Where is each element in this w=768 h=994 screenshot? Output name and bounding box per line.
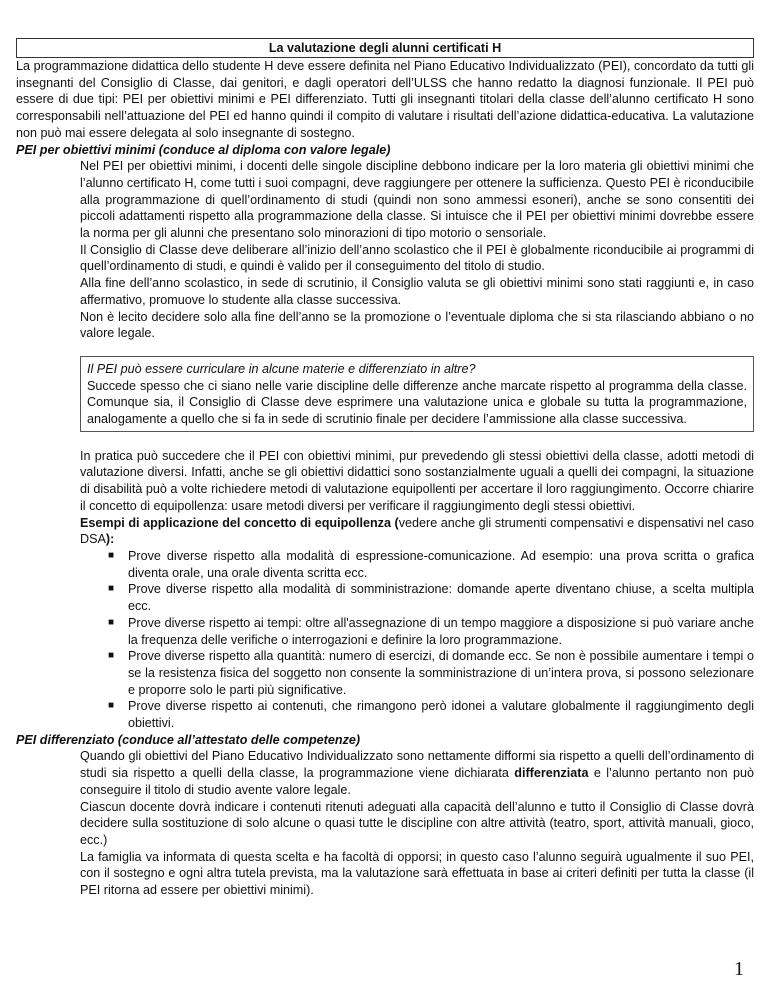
section-heading-minimi: PEI per obiettivi minimi (conduce al diploma con valore legale) [16,142,391,157]
list-item: ■ Prove diverse rispetto ai tempi: oltre all'assegnazione di un tempo maggiore a disposizione si può variare anche la frequenza delle verifiche o interrogazioni e definire la loro programmazione. [108,615,754,647]
diff-paragraph-3: La famiglia va informata di questa scelta e ha facoltà di opporsi; in questo caso l’alunno seguirà ugualmente il suo PEI, con il sostegno e ogni altra tutela prevista, ma la valutazione sarà effettuata in base ai criteri definiti per tutta la classe (il PEI ritorna ad essere per obiettivi minimi). [80,849,754,898]
bullet-square-icon: ■ [108,549,115,561]
page-number: 1 [734,958,744,980]
diff-paragraph-2: Ciascun docente dovrà indicare i contenuti ritenuti adeguati alla capacità dell’alunno e tutto il Consiglio di Classe dovrà decidere sulla sostituzione di solo alcune o quasi tutte le discipline con altre attività (teatro, sport, attività manuali, gioco, ecc.) [80,799,754,847]
minimi-paragraph-1: Nel PEI per obiettivi minimi, i docenti delle singole discipline debbono indicare per la loro materia gli obiettivi minimi che l’alunno certificato H, come tutti i suoi compagni, deve raggiungere per ottenere la sufficienza. Questo PEI è riconducibile alla programmazione di quell’ordinamento di studi (quindi non sono ammessi esoneri), anche se sono consentiti dei piccoli adattamenti rispetto alla programmazione della classe. Si intuisce che il PEI per obiettivi minimi dovrebbe essere la norma per gli alunni che presentano solo minorazioni di tipo motorio o sensoriale. [80,159,754,241]
examples-lead-bold: Esempi di applicazione del concetto di equipollenza ( [80,515,399,530]
list-item: ■ Prove diverse rispetto alla modalità di somministrazione: domande aperte diventano chiuse, a scelta multipla ecc. [108,582,754,614]
faq-question: Il PEI può essere curriculare in alcune materie e differenziato in altre? [87,361,476,376]
examples-lead [80,515,754,548]
examples-lead-normal: vedere anche gli strumenti compensativi e dispensativi nel caso DSA [80,515,754,547]
section-heading-differenziato: PEI differenziato (conduce all’attestato delle competenze) [16,732,361,747]
list-item: ■ Prove diverse rispetto ai contenuti, che rimangono però idonei a valutare globalmente il raggiungimento degli obiettivi. [108,699,754,731]
minimi-paragraph-4: Non è lecito decidere solo alla fine dell’anno se la promozione o l’eventuale diploma che si sta rilasciando abbiano o no valore legale. [80,309,754,341]
bullet-square-icon: ■ [108,650,115,662]
bullet-square-icon: ■ [108,583,115,595]
intro-paragraph: La programmazione didattica dello studente H deve essere definita nel Piano Educativo Individualizzato (PEI), concordato da tutti gli insegnanti del Consiglio di Classe, dai genitori, e dagli operatori dell’ULSS che hanno redatto la diagnosi funzionale. Il PEI può essere di due tipi: PEI per obiettivi minimi e PEI differenziato. Tutti gli insegnanti titolari della classe dell’alunno certificato H sono corresponsabili nell’attuazione del PEI ed hanno quindi il compito di valutare i risultati dell’azione didattica-educativa. La valutazione non può mai essere delegata al solo insegnante di sostegno. [16,59,754,140]
examples-list [108,548,754,732]
examples-lead-end: ): [105,532,115,547]
bullet-square-icon: ■ [108,616,115,628]
minimi-paragraph-3: Alla fine dell’anno scolastico, in sede di scrutinio, il Consiglio valuta se gli obiettivi minimi sono stati raggiunti e, in caso affermativo, promuove lo studente alla classe successiva. [80,276,754,307]
faq-answer: Succede spesso che ci siano nelle varie discipline delle differenze anche marcate rispetto al programma della classe. Comunque sia, il Consiglio di Classe deve esprimere una valutazione unica e globale su tutta la programmazione, analogamente a quello che si fa in sede di scrutinio finale per decidere l’ammissione alla classe successiva. [87,378,747,427]
diff-paragraph-1: Quando gli obiettivi del Piano Educativo Individualizzato sono nettamente difformi sia rispetto a quelli dell’ordinamento di studi sia rispetto a quelli della classe, la programmazione viene dichiarata differenziata e l’alunno pertanto non può conseguire il titolo di studio avente valore legale. [80,749,754,797]
practice-paragraph: In pratica può succedere che il PEI con obiettivi minimi, pur prevedendo gli stessi obiettivi della classe, adotti metodi di valutazione diversi. Infatti, anche se gli obiettivi didattici sono sostanzialmente uguali a quelli dei compagni, la situazione di disabilità può a volte richiedere metodi di valutazione equipollenti per accertare il loro raggiungimento. Occorre chiarire il concetto di equipollenza: usare metodi diversi per verificare il raggiungimento degli stessi obiettivi. [80,448,754,513]
document-page [16,38,754,899]
diff-bold-word: differenziata [514,766,589,781]
document-title: La valutazione degli alunni certificati H [16,38,754,58]
bullet-square-icon: ■ [108,700,115,712]
minimi-paragraph-2: Il Consiglio di Classe deve deliberare all’inizio dell’anno scolastico che il PEI è globalmente riconducibile ai programmi di quell’ordinamento di studi, e quindi è valido per il conseguimento del titolo di studio. [80,242,754,274]
faq-box [80,356,754,432]
list-item: ■ Prove diverse rispetto alla modalità di espressione-comunicazione. Ad esempio: una prova scritta o grafica diventa orale, una orale diventa scritta ecc. [108,548,754,580]
list-item: ■ Prove diverse rispetto alla quantità: numero di esercizi, di domande ecc. Se non è possibile aumentare i tempi o se la resistenza fisica del soggetto non consente la somministrazione di un’intera prova, si possono selezionare e proporre solo le parti più significative. [108,649,754,697]
